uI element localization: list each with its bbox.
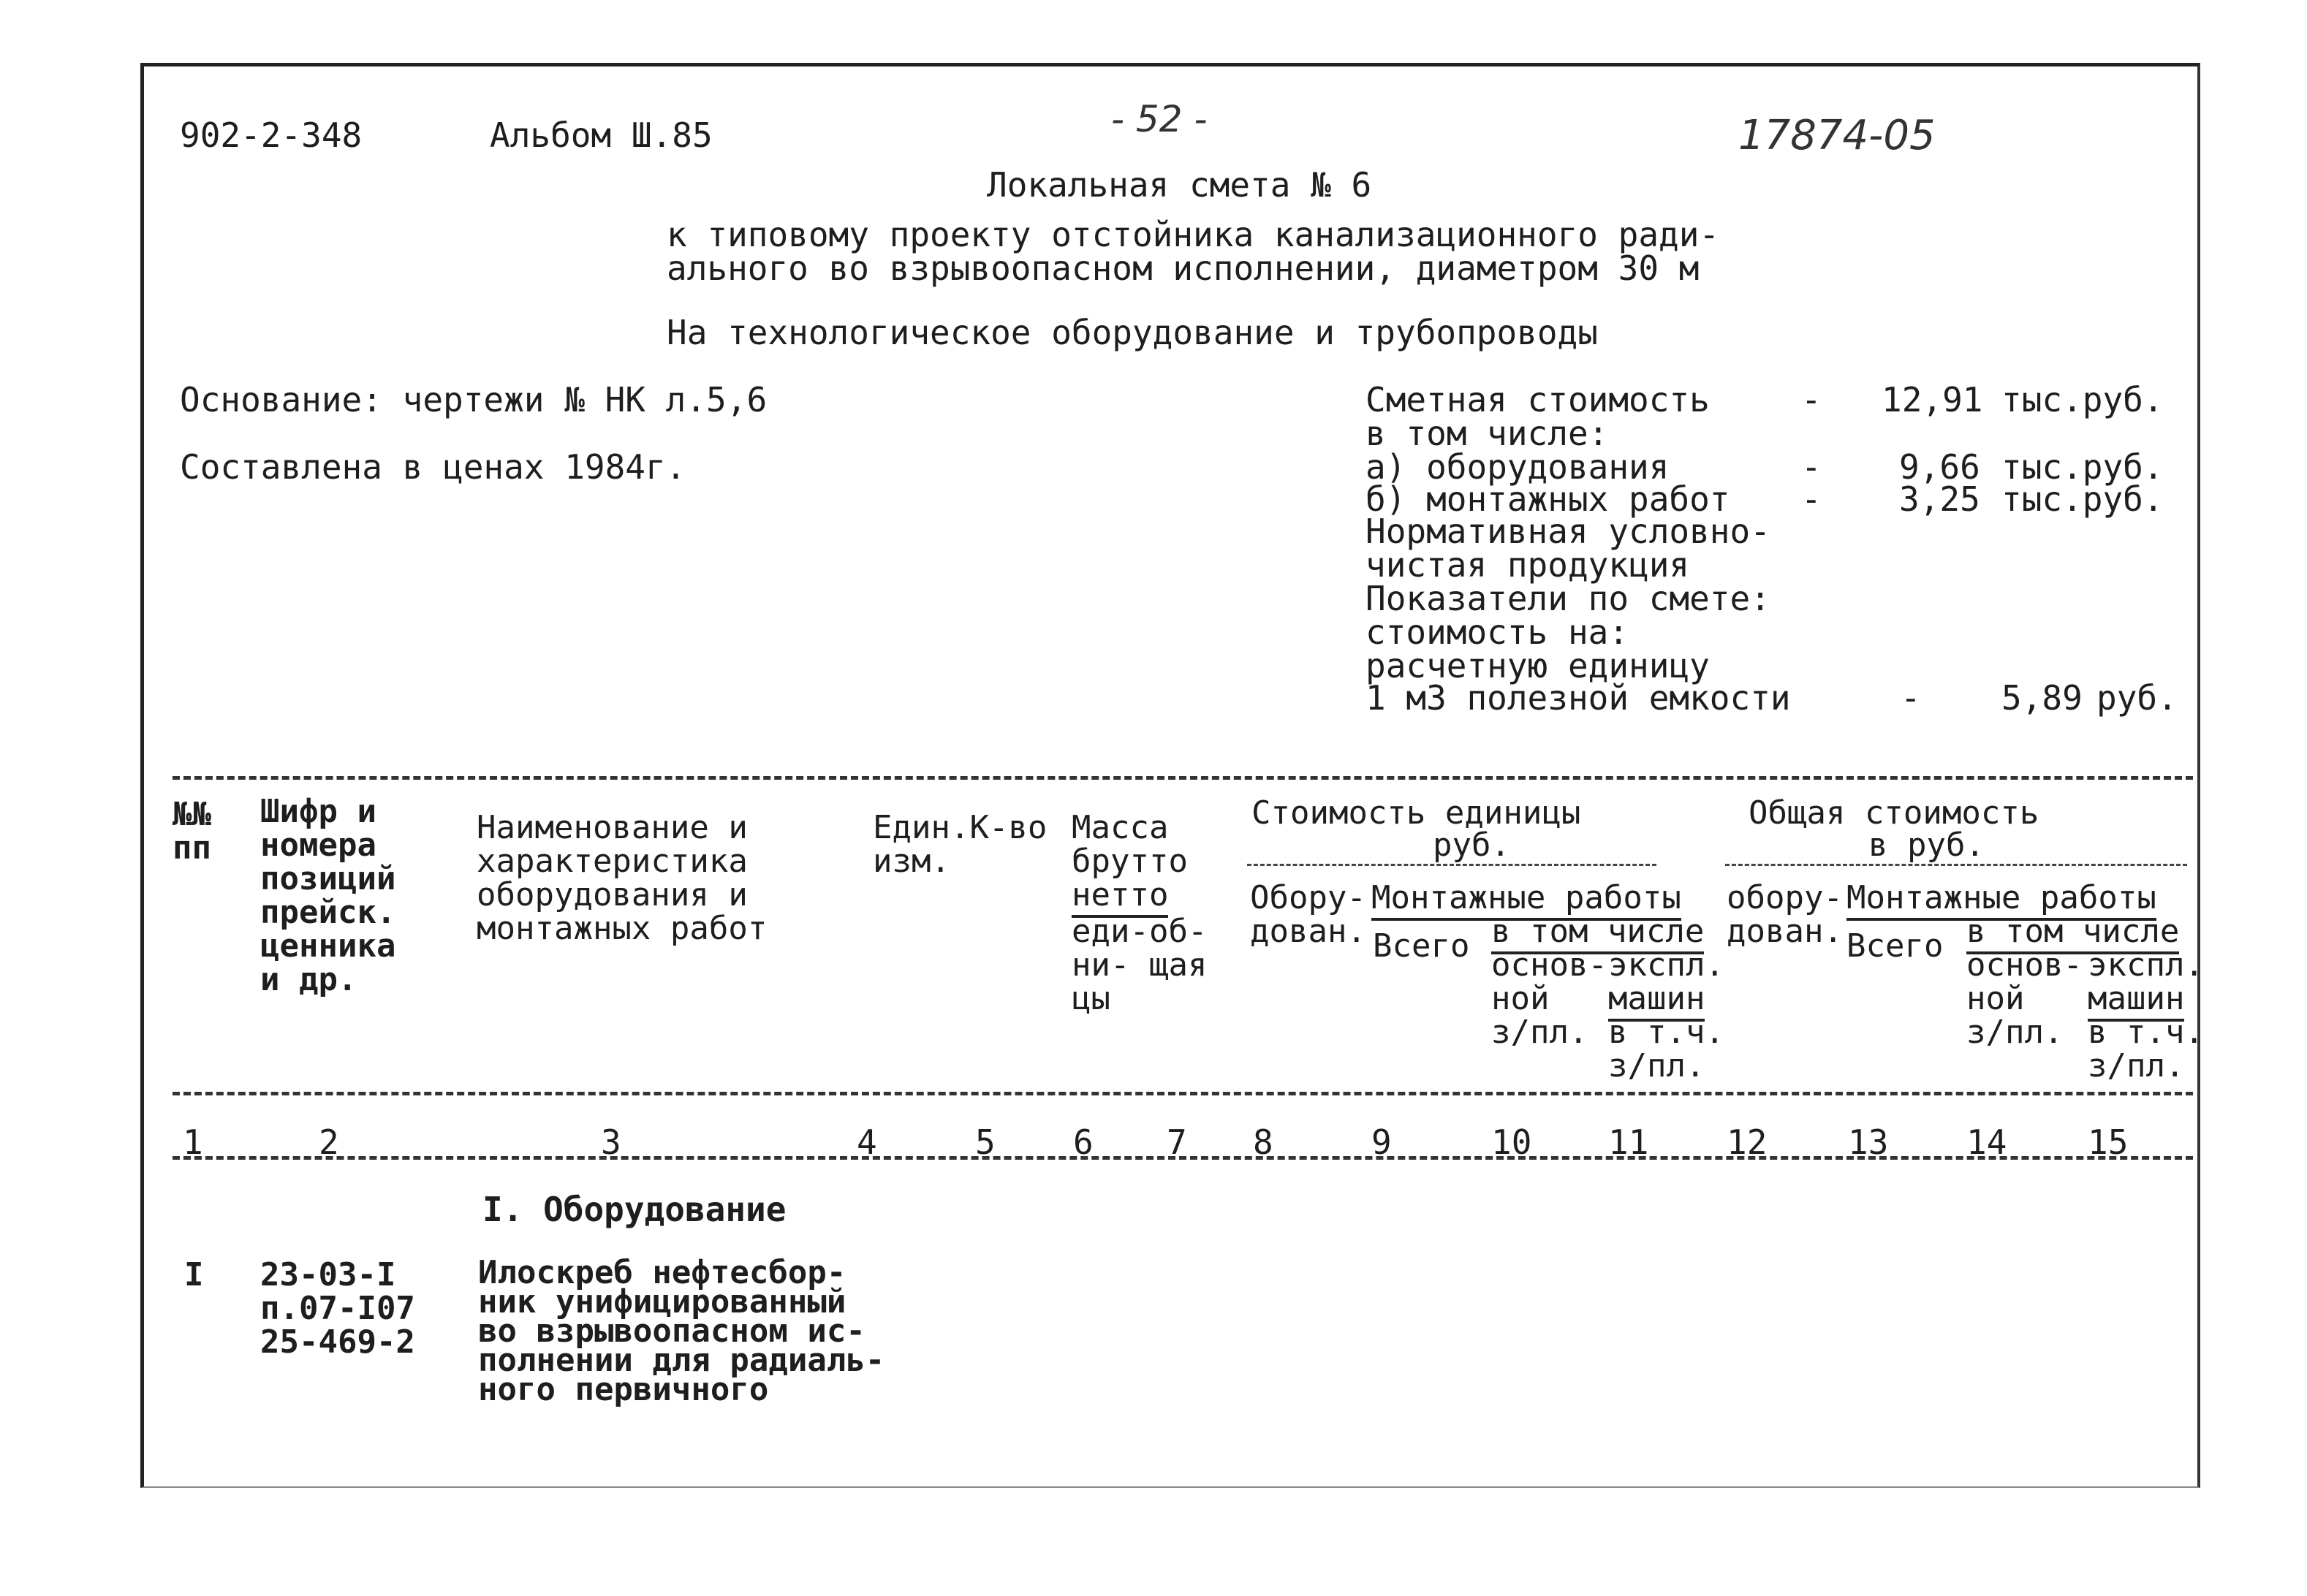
header-total-cost: Общая стоимость — [1749, 794, 2039, 832]
column-number: 14 — [1966, 1122, 2007, 1162]
header-machines-2b — [2088, 982, 2184, 1016]
column-number: 13 — [1848, 1122, 1889, 1162]
incl-label: в том числе — [1491, 913, 1704, 954]
header-col-number: №№ пп — [173, 796, 211, 867]
header-incl-2 — [1966, 915, 2179, 949]
summary-label: расчетную единицу — [1365, 646, 1710, 685]
header-machines: экспл. — [1608, 946, 1724, 984]
header-mounting-total — [1846, 881, 2156, 915]
header-mounting — [1371, 881, 1681, 915]
summary-unit: тыс.руб. — [2001, 479, 2164, 519]
prices-line: Составлена в ценах 1984г. — [180, 447, 686, 487]
column-number: 1 — [183, 1122, 203, 1162]
summary-label: стоимость на: — [1365, 612, 1629, 652]
column-number: 5 — [975, 1122, 996, 1162]
summary-value: 3,25 — [1899, 479, 1980, 519]
project-code: 902-2-348 — [180, 115, 363, 155]
header-machines-wages: в т.ч. з/пл. — [1608, 1014, 1724, 1084]
column-number: 9 — [1371, 1122, 1392, 1162]
column-number: 12 — [1727, 1122, 1768, 1162]
header-col-unit-qty: Един.К-во изм. — [873, 809, 1048, 880]
header-col-mass-net — [1072, 878, 1168, 912]
column-number: 6 — [1073, 1122, 1094, 1162]
summary-label: 1 м3 полезной емкости — [1365, 678, 1791, 718]
summary-label: Нормативная условно- — [1365, 512, 1770, 551]
header-col-name: Наименование и характеристика оборудования и монтажных работ — [477, 809, 768, 947]
summary-value: 9,66 — [1899, 447, 1980, 487]
header-col-code: Шифр и номера позиций прейск. ценника и др. — [260, 793, 396, 998]
column-number: 10 — [1491, 1122, 1532, 1162]
mounting-label: Монтажные работы — [1371, 879, 1681, 921]
header-equipment-total: обору- дован. — [1727, 879, 1843, 950]
header-incl — [1491, 915, 1704, 949]
summary-value: 5,89 — [2001, 678, 2083, 718]
machines-label: машин — [1608, 980, 1705, 1022]
unit-cost-rule — [1247, 864, 1656, 866]
incl-label-2: в том числе — [1966, 913, 2179, 954]
header-total: Всего — [1373, 927, 1470, 965]
summary-label: а) оборудования — [1365, 447, 1670, 487]
row-number: I — [184, 1256, 204, 1293]
column-number: 3 — [601, 1122, 621, 1162]
header-bottom-rule — [173, 1092, 2193, 1095]
column-number: 11 — [1608, 1122, 1649, 1162]
table-top-rule — [173, 776, 2193, 780]
basis-line: Основание: чертежи № НК л.5,6 — [180, 380, 768, 419]
document-number: 17874-05 — [1738, 112, 1936, 159]
header-col-mass-unit: еди-об- ни- щая цы — [1072, 913, 1208, 1017]
mounting-total-label: Монтажные работы — [1846, 879, 2156, 921]
header-basic-wages-2: основ- ной з/пл. — [1966, 946, 2083, 1051]
header-unit-cost-rub: руб. — [1433, 826, 1510, 864]
column-numbers-rule — [173, 1156, 2193, 1160]
section-title: I. Оборудование — [482, 1190, 787, 1229]
summary-unit: руб. — [2096, 678, 2178, 718]
row-name: Илоскреб нефтесбор- ник унифицированный во взрывоопасном ис- полнении для радиаль- ного первичного — [478, 1254, 885, 1408]
header-machines-wages-2: в т.ч. з/пл. — [2088, 1014, 2204, 1084]
column-number: 2 — [319, 1122, 339, 1162]
summary-dash: - — [1801, 479, 1822, 519]
album-label: Альбом Ш.85 — [490, 115, 713, 155]
summary-unit: тыс.руб. — [2001, 447, 2164, 487]
header-equipment: Обору- дован. — [1250, 879, 1366, 950]
row-code: 23-03-I п.07-I07 25-469-2 — [260, 1256, 415, 1361]
summary-dash: - — [1801, 447, 1822, 487]
header-unit-cost: Стоимость единицы — [1251, 794, 1581, 832]
summary-label: б) монтажных работ — [1365, 479, 1730, 519]
summary-label: Сметная стоимость — [1365, 380, 1710, 419]
summary-label: в том числе: — [1365, 414, 1609, 453]
machines-label-2: машин — [2088, 980, 2184, 1022]
column-number: 7 — [1167, 1122, 1187, 1162]
column-number: 8 — [1253, 1122, 1273, 1162]
column-number: 4 — [857, 1122, 877, 1162]
summary-label: Показатели по смете: — [1365, 579, 1770, 618]
net-label: нетто — [1072, 876, 1168, 918]
title-line-2: к типовому проекту отстойника канализационного ради- — [667, 215, 1720, 254]
column-number: 15 — [2088, 1122, 2129, 1162]
summary-dash: - — [1901, 678, 1921, 718]
summary-value: 12,91 — [1882, 380, 1983, 419]
summary-label: чистая продукция — [1365, 545, 1690, 585]
estimate-title: Локальная смета № 6 — [987, 165, 1372, 205]
header-machines-b — [1608, 982, 1705, 1016]
summary-dash: - — [1801, 380, 1822, 419]
total-cost-rule — [1725, 864, 2187, 866]
header-total-cost-rub: в руб. — [1868, 826, 1985, 864]
title-line-4: На технологическое оборудование и трубопроводы — [667, 313, 1598, 352]
title-line-3: ального во взрывоопасном исполнении, диаметром 30 м — [667, 248, 1700, 288]
summary-unit: тыс.руб. — [2001, 380, 2164, 419]
header-col-mass: Масса брутто — [1072, 809, 1188, 880]
header-machines-2: экспл. — [2088, 946, 2204, 984]
header-total-2: Всего — [1846, 927, 1944, 965]
header-basic-wages: основ- ной з/пл. — [1491, 946, 1607, 1051]
page-number: - 52 - — [1111, 98, 1208, 140]
